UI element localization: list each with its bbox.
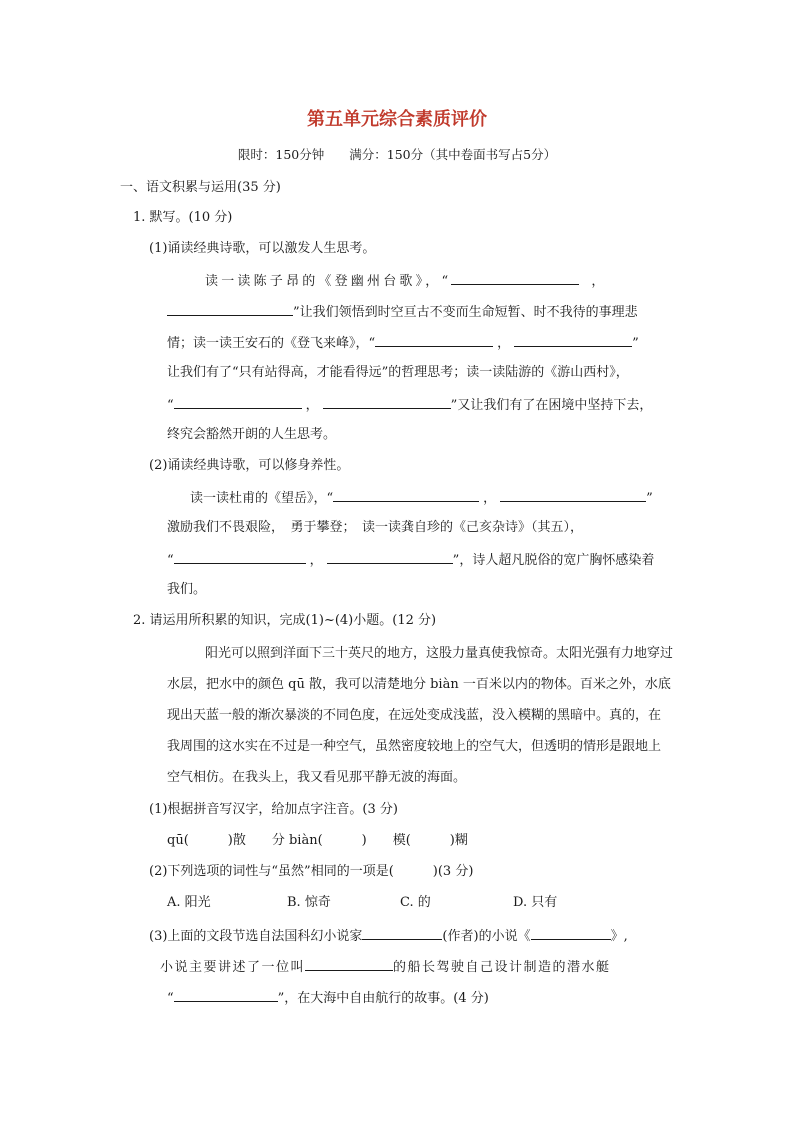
- answer-blank[interactable]: [167, 301, 293, 316]
- text: “: [167, 553, 174, 568]
- option-c[interactable]: C. 的: [400, 895, 431, 910]
- question-1-heading: 1. 默写。(10 分): [133, 210, 233, 225]
- option-b[interactable]: B. 惊奇: [287, 895, 331, 910]
- q2-sub3-line-b: [160, 956, 611, 978]
- text: (作者)的小说《: [442, 929, 531, 944]
- answer-blank[interactable]: [174, 987, 278, 1002]
- text: 读一读杜甫的《望岳》，“: [190, 491, 334, 506]
- q2-sub3-line-c: [167, 987, 489, 1009]
- passage-line: 空气相仿。在我头上，我又看见那平静无波的海面。: [167, 770, 467, 785]
- answer-blank[interactable]: [323, 394, 451, 409]
- text: ”: [646, 491, 653, 506]
- answer-blank[interactable]: [451, 270, 579, 285]
- q1-part1-heading: (1)诵读经典诗歌，可以激发人生思考。: [149, 241, 376, 256]
- text: ，: [483, 491, 497, 506]
- q1-part2-line-a: [190, 487, 653, 509]
- text: ”，诗人超凡脱俗的宽广胸怀感染着: [452, 553, 655, 568]
- answer-blank[interactable]: [305, 956, 393, 971]
- answer-blank[interactable]: [327, 549, 453, 564]
- text: 》,: [610, 929, 628, 944]
- q1-part1-line-e: [167, 394, 652, 416]
- text: 读一读陈子昂的《登幽州台歌》，“: [205, 274, 452, 289]
- answer-blank[interactable]: [174, 549, 306, 564]
- option-a[interactable]: A. 阳光: [167, 895, 211, 910]
- text: 的船长驾驶自己设计制造的潜水艇: [393, 960, 611, 975]
- answer-blank[interactable]: [333, 487, 479, 502]
- text: ”，在大海中自由航行的故事。(4 分): [277, 991, 489, 1006]
- q1-part2-line-d: 我们。: [167, 582, 207, 597]
- text: ，: [305, 398, 319, 413]
- text: “: [167, 398, 174, 413]
- answer-blank[interactable]: [531, 925, 611, 940]
- q2-sub3-line-a: [149, 925, 628, 947]
- q2-sub2-heading: (2)下列选项的词性与“虽然”相同的一项是( )(3 分): [149, 864, 474, 879]
- text: 情；读一读王安石的《登飞来峰》，“: [167, 336, 376, 351]
- passage-line: 现出天蓝一般的渐次暴淡的不同色度，在远处变成浅蓝，没入模糊的黑暗中。真的，在: [167, 708, 662, 723]
- q1-part1-line-b: [167, 301, 638, 323]
- answer-blank[interactable]: [514, 332, 632, 347]
- passage-line: 阳光可以照到洋面下三十英尺的地方，这股力量真使我惊奇。太阳光强有力地穿过: [205, 646, 674, 661]
- exam-info: 限时：150分钟 满分：150分（其中卷面书写占5分）: [237, 147, 557, 162]
- answer-blank[interactable]: [174, 394, 302, 409]
- q1-part2-line-b: 激励我们不畏艰险， 勇于攀登； 读一读龚自珍的《己亥杂诗》（其五），: [167, 520, 584, 535]
- q2-sub1-items: qū( )散 分 biàn( ) 模( )糊: [167, 833, 468, 848]
- text: ”: [632, 336, 639, 351]
- q2-sub1-heading: (1)根据拼音写汉字，给加点字注音。(3 分): [149, 802, 398, 817]
- text: ，: [309, 553, 323, 568]
- question-2-heading: 2. 请运用所积累的知识，完成(1)~(4)小题。(12 分): [133, 613, 437, 628]
- section-heading: 一、语文积累与运用(35 分): [120, 180, 281, 195]
- page-title: 第五单元综合素质评价: [307, 109, 487, 130]
- q1-part2-heading: (2)诵读经典诗歌，可以修身养性。: [149, 458, 350, 473]
- passage-line: 水层，把水中的颜色 qū 散，我可以清楚地分 biàn 一百米以内的物体。百米之外，水底: [167, 677, 671, 692]
- q1-part2-line-c: [167, 549, 654, 571]
- q1-part1-line-f: 终究会豁然开朗的人生思考。: [167, 427, 337, 442]
- text: ，: [591, 274, 608, 289]
- q2-sub2-options: [167, 893, 557, 913]
- q1-part1-line-d: 让我们有了“只有站得高，才能看得远”的哲理思考；读一读陆游的《游山西村》，: [167, 365, 629, 380]
- answer-blank[interactable]: [500, 487, 646, 502]
- q1-part1-line-c: 情；读一读王安石的《登飞来峰》，“ ， ”: [167, 332, 639, 354]
- q1-part1-line-a: [205, 270, 608, 292]
- option-d[interactable]: D. 只有: [513, 895, 558, 910]
- answer-blank[interactable]: [375, 332, 493, 347]
- answer-blank[interactable]: [362, 925, 442, 940]
- text: ”让我们领悟到时空亘古不变而生命短暂、时不我待的事理悲: [293, 305, 638, 320]
- text: “: [167, 991, 174, 1006]
- passage-line: 我周围的这水实在不过是一种空气，虽然密度较地上的空气大，但透明的情形是跟地上: [167, 739, 662, 754]
- text: 小说主要讲述了一位叫: [160, 960, 306, 975]
- text: ”又让我们有了在困境中坚持下去，: [450, 398, 653, 413]
- text: (3)上面的文段节选自法国科幻小说家: [149, 929, 363, 944]
